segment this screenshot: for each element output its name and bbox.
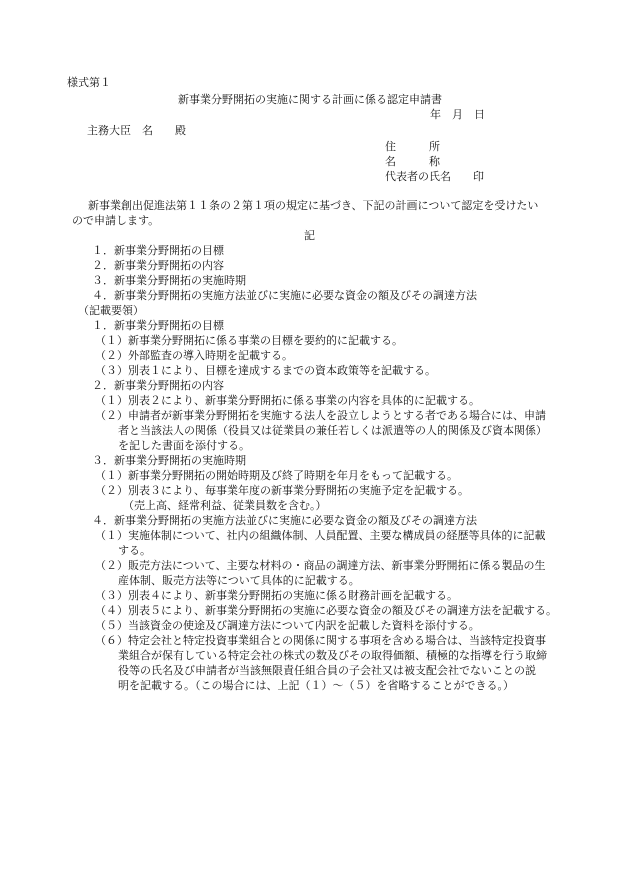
notes-section-1-title: １．新事業分野開拓の目標 <box>92 319 224 332</box>
list-item: ３．新事業分野開拓の実施時期 <box>92 274 246 287</box>
note-item: （４）別表５により、新事業分野開拓の実施に必要な資金の額及びその調達方法を記載する。 <box>95 604 557 617</box>
note-item: （５）当該資金の使途及び調達方法について内訳を記載した資料を添付する。 <box>95 619 480 632</box>
note-item: （３）別表１により、目標を達成するまでの資本政策等を記載する。 <box>95 364 436 377</box>
note-item-cont: 産体制、販売方法等について具体的に記載する。 <box>118 574 360 587</box>
note-item: （２）販売方法について、主要な材料の・商品の調達方法、新事業分野開拓に係る製品の生 <box>95 559 546 572</box>
ki-heading: 記 <box>304 229 315 242</box>
note-item-cont: （売上高、経常利益、従業員数を含む。） <box>123 499 327 512</box>
note-item-cont: 業組合が保有している特定会社の株式の数及びその取得価額、積極的な指導を行う取締 <box>118 649 547 662</box>
intro-line-2: ので申請します。 <box>72 214 160 227</box>
notes-section-3-title: ３．新事業分野開拓の実施時期 <box>92 454 246 467</box>
note-item: （１）別表２により、新事業分野開拓に係る事業の内容を具体的に記載する。 <box>95 394 480 407</box>
list-item: ４．新事業分野開拓の実施方法並びに実施に必要な資金の額及びその調達方法 <box>92 289 477 302</box>
notes-section-4-title: ４．新事業分野開拓の実施方法並びに実施に必要な資金の額及びその調達方法 <box>92 514 477 527</box>
note-item-cont: を記した書面を添付する。 <box>118 439 250 452</box>
note-item: （１）新事業分野開拓に係る事業の目標を要約的に記載する。 <box>95 334 403 347</box>
notes-heading: （記載要領） <box>78 304 144 317</box>
note-item: （２）別表３により、毎事業年度の新事業分野開拓の実施予定を記載する。 <box>95 484 469 497</box>
form-number: 様式第１ <box>67 76 111 89</box>
note-item: （６）特定会社と特定投資事業組合との関係に関する事項を含める場合は、当該特定投資事 <box>95 634 546 647</box>
note-item-cont: 役等の氏名及び申請者が当該無限責任組合員の子会社又は被支配会社でないことの説 <box>118 664 536 677</box>
list-item: １．新事業分野開拓の目標 <box>92 244 224 257</box>
notes-section-2-title: ２．新事業分野開拓の内容 <box>92 379 224 392</box>
note-item: （１）実施体制について、社内の組織体制、人員配置、主要な構成員の経歴等具体的に記載 <box>95 529 546 542</box>
applicant-name-label: 名 称 <box>385 155 440 168</box>
applicant-address-label: 住 所 <box>385 140 440 153</box>
addressee: 主務大臣 名 殿 <box>87 124 186 137</box>
note-item: （３）別表４により、新事業分野開拓の実施に係る財務計画を記載する。 <box>95 589 458 602</box>
list-item: ２．新事業分野開拓の内容 <box>92 259 224 272</box>
date-line: 年 月 日 <box>430 108 485 121</box>
note-item-cont: 者と当該法人の関係（役員又は従業員の兼任若しくは派遣等の人的関係及び資本関係） <box>118 424 547 437</box>
note-item-cont: する。 <box>118 544 151 557</box>
note-item: （２）外部監査の導入時期を記載する。 <box>95 349 293 362</box>
document-title: 新事業分野開拓の実施に関する計画に係る認定申請書 <box>178 93 442 106</box>
intro-line-1: 新事業創出促進法第１１条の２第１項の規定に基づき、下記の計画について認定を受けたい <box>88 199 539 212</box>
note-item: （２）申請者が新事業分野開拓を実施する法人を設立しようとする者である場合には、申請 <box>95 409 546 422</box>
note-item: （１）新事業分野開拓の開始時期及び終了時期を年月をもって記載する。 <box>95 469 458 482</box>
representative-label: 代表者の氏名 印 <box>385 170 484 183</box>
note-item-cont: 明を記載する。（この場合には、上記（１）～（５）を省略することができる。） <box>118 679 514 692</box>
